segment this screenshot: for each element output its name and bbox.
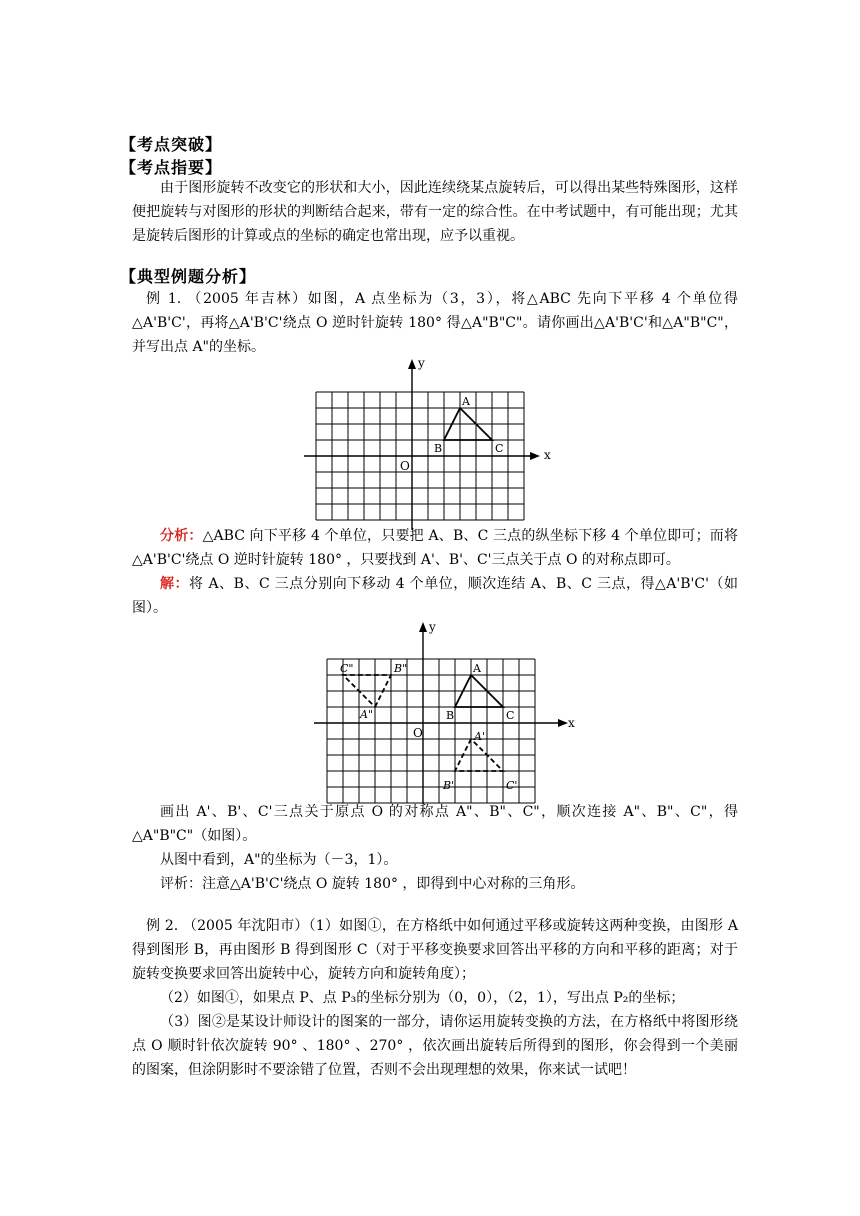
point-b1-label: B' (443, 779, 455, 792)
y-axis-label: y (429, 620, 436, 634)
example2-part3: （3）图②是某设计师设计的图案的一部分，请你运用旋转变换的方法，在方格纸中将图形绕点 O 顺时针依次旋转 90° 、180° 、270° ，依次画出旋转后所得到的图形，你会得到一个美丽的图案，但涂阴影时不要涂错了位置，否则不会出现理想的效果，你来试一试吧！ (132, 1014, 738, 1078)
example2-question: 例 2. （2005 年沈阳市）（1）如图①，在方格纸中如何通过平移或旋转这两种变换，由图形 A 得到图形 B，再由图形 B 得到图形 C（对于平移变换要求回答出平移的方向和平移的距离；对于旋转变换要求回答出旋转中心，旋转方向和旋转角度）； (132, 918, 743, 982)
heading-key-points: 【考点指要】 (120, 158, 223, 177)
point-a-label: A (462, 395, 470, 408)
heading-breakthrough: 【考点突破】 (120, 135, 223, 154)
figure-2-grid (310, 618, 580, 804)
point-a1-label: A' (474, 730, 485, 743)
origin-label: O (413, 726, 423, 740)
example1-solution (132, 572, 738, 620)
y-axis-label: y (418, 356, 425, 370)
analysis-label: 分析： (160, 528, 203, 544)
heading-examples: 【典型例题分析】 (120, 267, 257, 286)
example1-analysis (132, 524, 738, 572)
x-axis-label: x (568, 716, 575, 730)
point-c-label: C (495, 442, 504, 455)
point-b-label: B (446, 709, 455, 722)
figure-1-grid (300, 355, 560, 530)
x-axis-arrow-icon (558, 719, 568, 727)
solution-label: 解： (160, 576, 190, 592)
point-c-label: C (506, 709, 515, 722)
example1-draw: 画出 A'、B'、C'三点关于原点 O 的对称点 A"、B"、C"，顺次连接 A"、B"、C"，得△A"B"C"（如图）。 (132, 804, 738, 844)
point-a-label: A (473, 662, 481, 675)
point-b2-label: B" (394, 662, 408, 675)
x-axis-arrow-icon (530, 452, 540, 460)
example1-comment: 评析：注意△A'B'C'绕点 O 旋转 180° ，即得到中心对称的三角形。 (160, 876, 585, 892)
x-axis-label: x (544, 448, 551, 462)
point-b-label: B (434, 442, 443, 455)
y-axis-arrow-icon (419, 622, 427, 632)
example1-conclusion: 从图中看到，A"的坐标为（－3，1）。 (160, 852, 398, 868)
y-axis-arrow-icon (408, 359, 416, 369)
example1-question: 例 1. （2005 年吉林）如图，A 点坐标为（3，3），将△ABC 先向下平移 4 个单位得△A'B'C'，再将△A'B'C'绕点 O 逆时针旋转 180° 得△A"B"C"。请你画出△A'B'C'和△A"B"C"，并写出点 A"的坐标。 (132, 291, 738, 355)
analysis-text: △ABC 向下平移 4 个单位，只要把 A、B、C 三点的纵坐标下移 4 个单位即可；而将△A'B'C'绕点 O 逆时针旋转 180° ，只要找到 A'、B'、C'三点关于点 O 的对称点即可。 (132, 528, 739, 568)
point-c1-label: C' (506, 779, 518, 792)
point-a2-label: A" (360, 708, 374, 721)
origin-label: O (400, 459, 410, 473)
example2-part2: （2）如图①，如果点 P、点 P₃的坐标分别为（0，0），（2，1），写出点 P₂的坐标； (160, 990, 685, 1006)
intro-paragraph: 由于图形旋转不改变它的形状和大小，因此连续绕某点旋转后，可以得出某些特殊图形，这样便把旋转与对图形的形状的判断结合起来，带有一定的综合性。在中考试题中，有可能出现；尤其是旋转后图形的计算或点的坐标的确定也常出现，应予以重视。 (132, 180, 738, 244)
solution-text: 将 A、B、C 三点分别向下移动 4 个单位，顺次连结 A、B、C 三点，得△A'B'C'（如图）。 (132, 576, 738, 616)
point-c2-label: C" (340, 662, 354, 675)
